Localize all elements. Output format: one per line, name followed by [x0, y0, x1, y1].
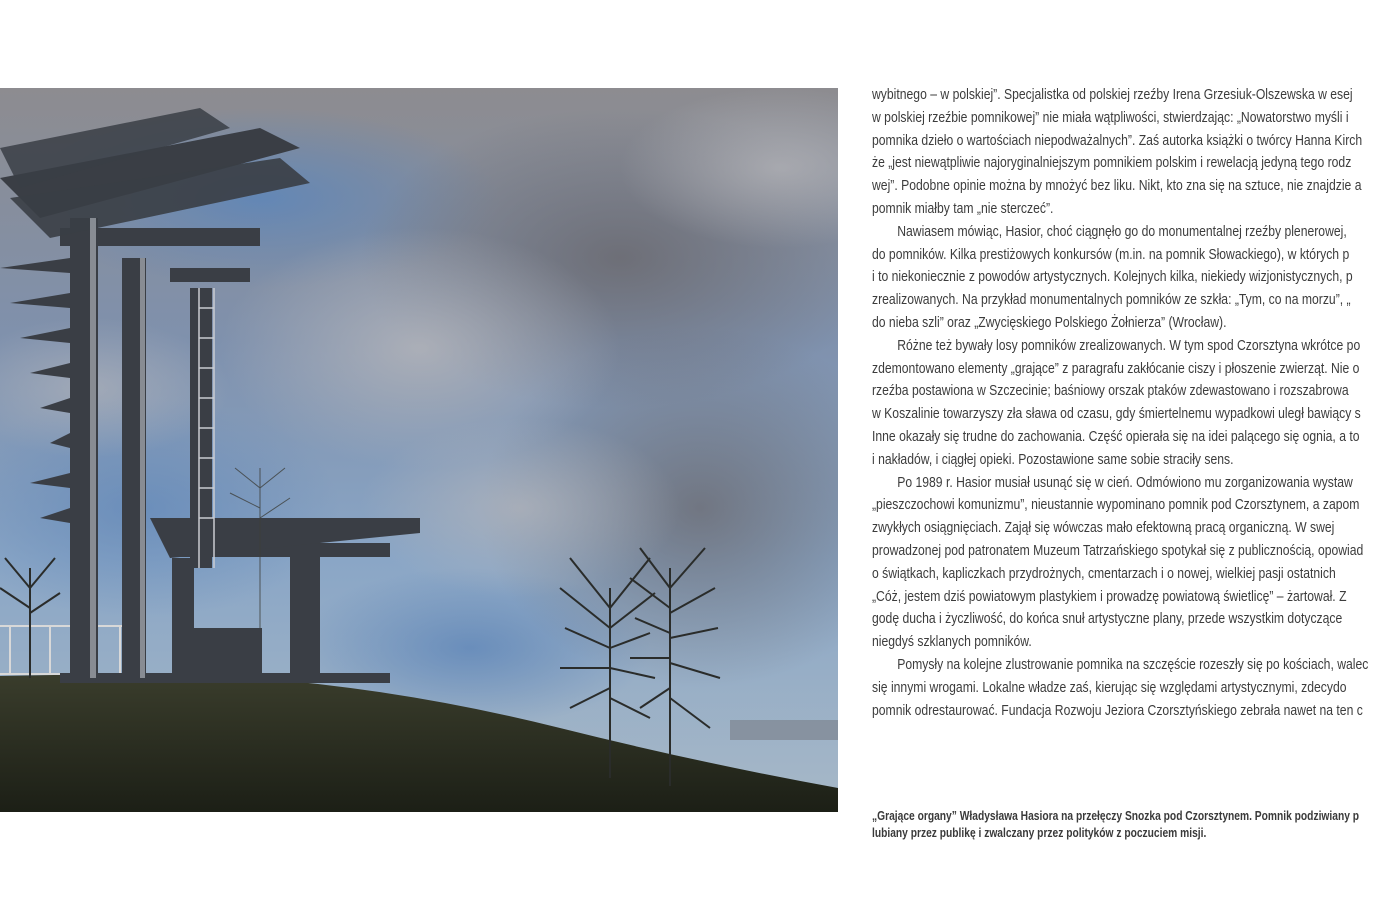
- article-body: [872, 84, 1393, 722]
- text-line: zdemontowano elementy „grające” z paragrafu zakłócanie ciszy i płoszenie zwierząt. Nie o: [872, 360, 1360, 377]
- text-line: się innymi wrogami. Lokalne władze zaś, kierując się względami artystycznymi, zdecydo: [872, 679, 1347, 696]
- text-line: godę ducha i życzliwość, do końca snuł artystyczne plany, przede wszystkim dotyczące: [872, 611, 1343, 628]
- text-line: wybitnego – w polskiej”. Specjalistka od polskiej rzeźby Irena Grzesiuk-Olszewska w esej: [872, 87, 1353, 103]
- text-line: w polskiej rzeźbie pomnikowej” nie miała wątpliwości, stwierdzając: „Nowatorstwo myśli i: [872, 109, 1349, 126]
- text-line: wej”. Podobne opinie można by mnożyć bez liku. Nikt, kto zna się na sztuce, nie znajdzie a: [872, 178, 1362, 195]
- text-line: Inne okazały się trudne do zachowania. Część opierała się na idei palącego się ognia, a to: [872, 428, 1360, 445]
- caption-line: „Grające organy” Władysława Hasiora na przełęczy Snozka pod Czorsztynem. Pomnik podziwiany p: [872, 809, 1360, 823]
- text-line: prowadzonej pod patronatem Muzeum Tatrzańskiego spotykał się z publicznością, opowiad: [872, 542, 1364, 559]
- caption-line: lubiany przez publikę i zwalczany przez polityków z poczuciem misji.: [872, 826, 1207, 840]
- monument-photo: [0, 88, 838, 812]
- monument-photo-illustration: [0, 88, 838, 812]
- text-line: niegdyś szklanych pomników.: [872, 634, 1032, 651]
- text-line: że „jest niewątpliwie najoryginalniejszym pomnikiem polskim i rewelacją jedyną tego rodz: [872, 155, 1352, 172]
- text-line: do nieba szli” oraz „Zwycięskiego Polskiego Żołnierza” (Wrocław).: [872, 314, 1227, 331]
- photo-caption: [872, 808, 1397, 842]
- text-line: o świątkach, kapliczkach przydrożnych, cmentarzach i o nowej, wielkiej pasji ostatnich: [872, 565, 1336, 582]
- text-line: rzeźba postawiona w Szczecinie; baśniowy orszak ptaków zdewastowano i rozszabrowa: [872, 383, 1349, 400]
- text-line: pomnik miałby tam „nie sterczeć”.: [872, 200, 1054, 217]
- text-line: pomnik odrestaurować. Fundacja Rozwoju Jeziora Czorsztyńskiego zebrała nawet na ten c: [872, 702, 1363, 719]
- text-line: i nakładów, i ciągłej opieki. Pozostawione same sobie straciły sens.: [872, 451, 1234, 468]
- text-line: Różne też bywały losy pomników zrealizowanych. W tym spod Czorsztyna wkrótce po: [897, 337, 1361, 354]
- text-line: „pieszczochowi komunizmu”, nieustannie wypominano pomnik pod Czorsztynem, a zapom: [872, 497, 1360, 514]
- text-line: zwykłych osiągnięciach. Zajął się wówczas mało efektowną pracą organiczną. W swej: [872, 520, 1335, 537]
- text-line: do pomników. Kilka prestiżowych konkursów (m.in. na pomnik Słowackiego), w których p: [872, 246, 1350, 263]
- text-line: Pomysły na kolejne zlustrowanie pomnika na szczęście rozeszły się po kościach, walec: [897, 656, 1369, 673]
- text-line: w Koszalinie towarzyszy zła sława od czasu, gdy śmiertelnemu wypadkowi uległ bawiący s: [872, 406, 1361, 423]
- text-line: „Cóż, jestem dziś powiatowym plastykiem i prowadzę powiatową świetlicę” – żartował. Z: [872, 588, 1347, 605]
- text-line: Po 1989 r. Hasior musiał usunąć się w cień. Odmówiono mu zorganizowania wystaw: [897, 474, 1353, 491]
- text-line: i to niekoniecznie z powodów artystycznych. Kolejnych kilka, niekiedy wizjonistycznych, p: [872, 269, 1353, 286]
- text-line: Nawiasem mówiąc, Hasior, choć ciągnęło go do monumentalnej rzeźby plenerowej,: [897, 223, 1347, 240]
- text-line: pomnika dzieło o wartościach niepodważalnych”. Zaś autorka książki o twórcy Hanna Kirch: [872, 132, 1363, 149]
- text-line: zrealizowanych. Na przykład monumentalnych pomników ze szkła: „Tym, co na morzu”, „: [872, 292, 1351, 309]
